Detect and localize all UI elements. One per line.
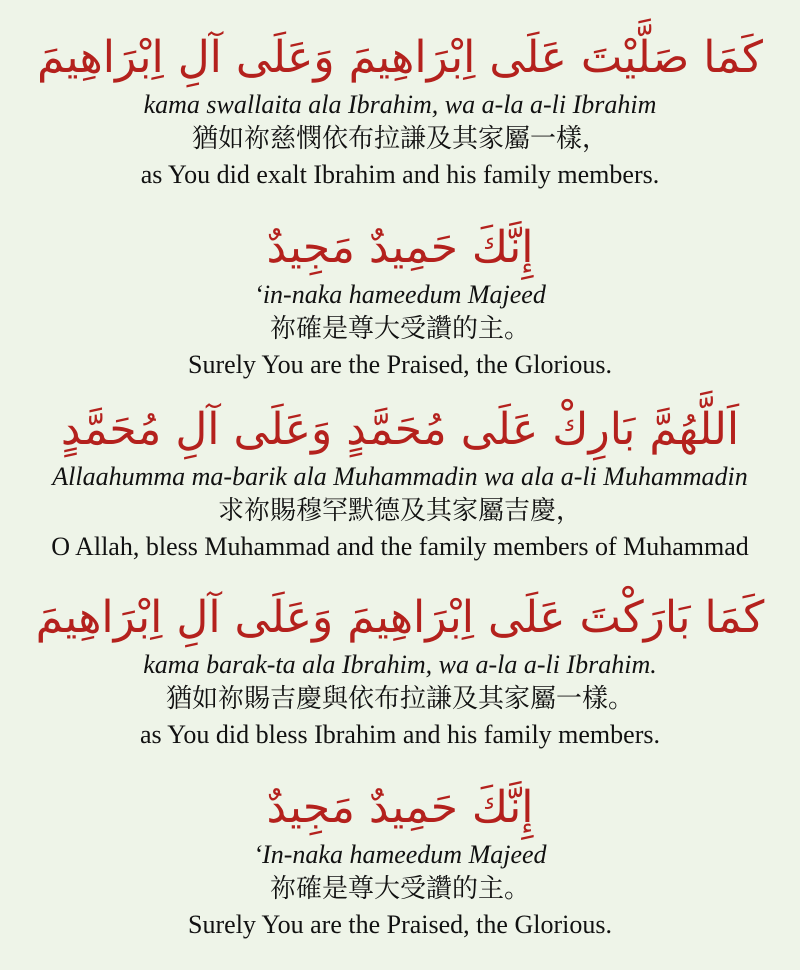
english-line: as You did bless Ibrahim and his family members. <box>140 720 660 749</box>
stanza-1 <box>0 28 800 194</box>
arabic-line: كَمَا صَلَّيْتَ عَلَى اِبْرَاهِيمَ وَعَلَى آلِ اِبْرَاهِيمَ <box>36 32 764 83</box>
english-line: Surely You are the Praised, the Glorious. <box>188 910 612 939</box>
transliteration-line: kama swallaita ala Ibrahim, wa a-la a-li Ibrahim <box>143 90 657 119</box>
english-line: O Allah, bless Muhammad and the family members of Muhammad <box>51 532 749 561</box>
chinese-line: 猶如祢慈憫依布拉謙及其家屬一樣， <box>191 124 608 154</box>
chinese-line: 猶如祢賜吉慶與依布拉謙及其家屬一樣。 <box>165 684 634 714</box>
arabic-line: إِنَّكَ حَمِيدٌ مَجِيدٌ <box>266 222 534 273</box>
stanza-2 <box>0 218 800 384</box>
arabic-line: اَللَّهُمَّ بَارِكْ عَلَى مُحَمَّدٍ وَعَلَى آلِ مُحَمَّدٍ <box>60 404 740 455</box>
chinese-line: 祢確是尊大受讚的主。 <box>269 314 530 344</box>
english-line: Surely You are the Praised, the Glorious. <box>188 350 612 379</box>
stanza-3 <box>0 400 800 566</box>
transliteration-line: ‘In-naka hameedum Majeed <box>253 840 547 869</box>
transliteration-line: Allaahumma ma-barik ala Muhammadin wa ala a-li Muhammadin <box>52 462 748 491</box>
arabic-line: كَمَا بَارَكْتَ عَلَى اِبْرَاهِيمَ وَعَلَى آلِ اِبْرَاهِيمَ <box>35 592 765 643</box>
chinese-line: 祢確是尊大受讚的主。 <box>269 874 530 904</box>
english-line: as You did exalt Ibrahim and his family members. <box>140 160 660 189</box>
stanza-4 <box>0 588 800 754</box>
arabic-line: إِنَّكَ حَمِيدٌ مَجِيدٌ <box>266 782 534 833</box>
chinese-line: 求祢賜穆罕默德及其家屬吉慶， <box>217 496 582 526</box>
transliteration-line: kama barak-ta ala Ibrahim, wa a-la a-li Ibrahim. <box>143 650 657 679</box>
transliteration-line: ‘in-naka hameedum Majeed <box>254 280 546 309</box>
stanza-5 <box>0 778 800 944</box>
